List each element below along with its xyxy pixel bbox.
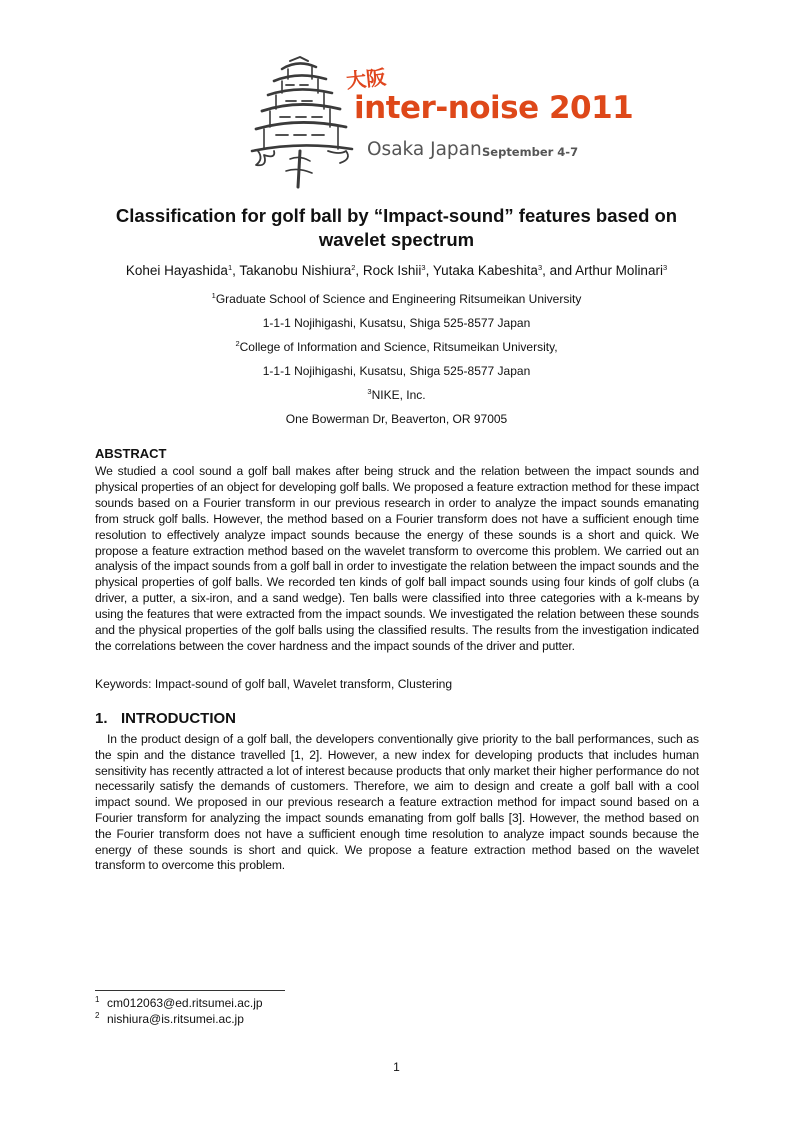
footnote-1 xyxy=(95,995,263,1010)
footnote-email: nishiura@is.ritsumei.ac.jp xyxy=(107,1012,244,1026)
footnote-email: cm012063@ed.ritsumei.ac.jp xyxy=(107,996,263,1010)
footnote-mark: 2 xyxy=(95,1011,100,1020)
author-name: Kohei Hayashida xyxy=(125,263,228,278)
author-separator: , xyxy=(425,263,433,278)
introduction-heading xyxy=(95,710,236,727)
affiliation-name: Graduate School of Science and Engineering Ritsumeikan University xyxy=(215,292,582,306)
affiliation-name: College of Information and Science, Ritsumeikan University, xyxy=(239,340,558,354)
footnote-divider xyxy=(95,990,285,991)
author-affiliation-mark: 3 xyxy=(662,263,668,272)
author-separator: , and xyxy=(542,263,576,278)
section-number: 1. xyxy=(95,710,108,727)
section-title: INTRODUCTION xyxy=(121,710,236,727)
footnote-mark: 1 xyxy=(95,995,100,1004)
page-number: 1 xyxy=(393,1060,400,1074)
affiliation-1-address: 1-1-1 Nojihigashi, Kusatsu, Shiga 525-8577 Japan xyxy=(262,316,531,330)
author-affiliation-mark: 2 xyxy=(351,263,356,272)
logo-kanji: 大阪 xyxy=(345,64,388,94)
affiliation-name: NIKE, Inc. xyxy=(371,388,426,402)
author-affiliation-mark: 3 xyxy=(537,263,543,272)
author-affiliation-mark: 3 xyxy=(421,263,426,272)
author-separator: , xyxy=(355,263,363,278)
affiliation-mark: 3 xyxy=(367,387,372,396)
author-name: Arthur Molinari xyxy=(575,263,663,278)
author-separator: , xyxy=(232,263,240,278)
abstract-text: We studied a cool sound a golf ball makes after being struck and the relation between the impact sounds and physical properties of an object for developing golf balls. We proposed a feature extraction method for these impact sounds based on a Fourier transform in our previous research in order to analyze the impact sounds emanating from struck golf balls. However, the method based on a Fourier transform does not have a sufficient enough time resolution to effectively analyze impact sounds because the energy of these sounds is a short and quick. We propose a feature extraction method based on the wavelet transform to overcome this problem. We carried out an analysis of the impact sounds from a golf ball in order to investigate the relation between the impact sounds and the physical properties of golf balls. We recorded ten kinds of golf ball impact sounds using four kinds of golf clubs (a driver, a putter, a six-iron, and a sand wedge). Ten balls were classified into three categories with a k-means by using the features that were extracted from the impact sounds. We investigated the relation between these sounds and the physical properties of the golf balls using the classified results. The results from the investigation indicated the correlations between the cover hardness and the impact sounds of the driver and putter. xyxy=(95,464,699,653)
affiliation-mark: 1 xyxy=(211,291,216,300)
affiliation-mark: 2 xyxy=(235,339,240,348)
affiliation-1 xyxy=(100,292,693,306)
author-name: Takanobu Nishiura xyxy=(239,263,352,278)
author-name: Yutaka Kabeshita xyxy=(432,263,538,278)
logo-conference-name: inter-noise 2011 xyxy=(354,90,634,126)
conference-logo xyxy=(228,55,634,193)
footnote-2 xyxy=(95,1011,244,1026)
introduction-text: In the product design of a golf ball, the developers conventionally give priority to the ball performances, such as the spin and the distance travelled [1, 2]. However, a new index for developing products that includes human sensitivity has recently attracted a lot of interest because products that only market their higher performance do not necessarily satisfy the demands of customers. Therefore, we aim to design and create a golf ball with a cool impact sound. We proposed in our previous research a feature extraction method for impact sound based on a Fourier transform for analyzing the impact sounds emanating from golf balls [3]. However, the method based on the Fourier transform does not have a sufficient enough time resolution to analyze impact sounds because the energy of these sounds is short and quick. We propose a feature extraction method based on the wavelet transform to overcome this problem. xyxy=(95,732,699,873)
affiliation-3-address: One Bowerman Dr, Beaverton, OR 97005 xyxy=(285,412,508,426)
abstract-heading: ABSTRACT xyxy=(95,446,167,461)
logo-dates: September 4-7 xyxy=(482,145,579,159)
affiliation-2 xyxy=(100,340,693,354)
affiliation-2-address: 1-1-1 Nojihigashi, Kusatsu, Shiga 525-8577 Japan xyxy=(262,364,531,378)
author-list xyxy=(60,263,733,278)
author-affiliation-mark: 1 xyxy=(227,263,233,272)
keywords: Keywords: Impact-sound of golf ball, Wavelet transform, Clustering xyxy=(95,677,453,691)
affiliation-3 xyxy=(100,388,693,402)
paper-title: Classification for golf ball by “Impact-sound” features based on wavelet spectrum xyxy=(115,205,678,250)
author-name: Rock Ishii xyxy=(362,263,422,278)
logo-city: Osaka Japan xyxy=(367,139,482,160)
